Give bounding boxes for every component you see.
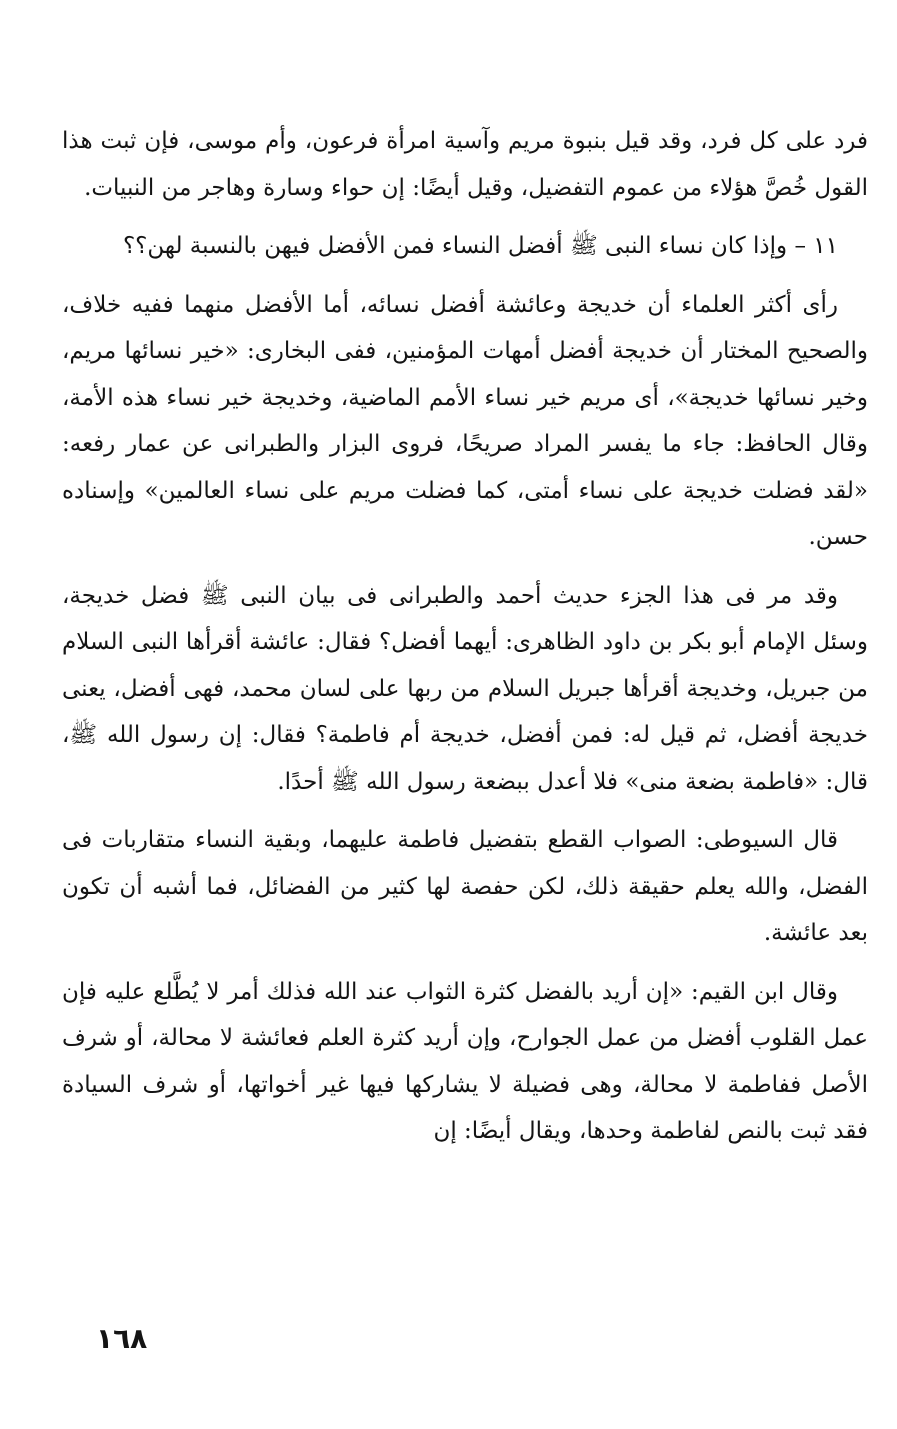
paragraph-6: وقال ابن القيم: «إن أريد بالفضل كثرة الثواب عند الله فذلك أمر لا يُطَّلع عليه فإن عمل القلوب أفضل من عمل الجوارح، وإن أريد كثرة العلم فعائشة لا محالة، أو شرف الأصل ففاطمة لا محالة، وهى فضيلة لا يشاركها فيها غير أخواتها، أو شرف السيادة فقد ثبت بالنص لفاطمة وحدها، ويقال أيضًا: إن [62,978,868,1144]
paragraph-1: فرد على كل فرد، وقد قيل بنبوة مريم وآسية امرأة فرعون، وأم موسى، فإن ثبت هذا القول خُصَّ هؤلاء من عموم التفضيل، وقيل أيضًا: إن حواء وسارة وهاجر من النبيات. [62,128,868,201]
paragraph-4: وقد مر فى هذا الجزء حديث أحمد والطبرانى فى بيان النبى ﷺ فضل خديجة، وسئل الإمام أبو بكر بن داود الظاهرى: أيهما أفضل؟ فقال: عائشة أقرأها النبى السلام من جبريل، وخديجة أقرأها جبريل السلام من ربها على لسان محمد، فهى أفضل، يعنى خديجة أفضل، ثم قيل له: فمن أفضل، خديجة أم فاطمة؟ فقال: إن رسول الله ﷺ، قال: «فاطمة بضعة منى» فلا أعدل ببضعة رسول الله ﷺ أحدًا. [62,582,868,795]
paragraph-3: رأى أكثر العلماء أن خديجة وعائشة أفضل نسائه، أما الأفضل منهما ففيه خلاف، والصحيح المختار أن خديجة أفضل أمهات المؤمنين، ففى البخارى: «خير نسائها مريم، وخير نسائها خديجة»، أى مريم خير نساء الأمم الماضية، وخديجة خير نساء هذه الأمة، وقال الحافظ: جاء ما يفسر المراد صريحًا، فروى البزار والطبرانى عن عمار رفعه: «لقد فضلت خديجة على نساء أمتى، كما فضلت مريم على نساء العالمين» وإسناده حسن. [62,291,868,550]
page-body [62,118,868,1155]
paragraph-2: ١١ – وإذا كان نساء النبى ﷺ أفضل النساء فمن الأفضل فيهن بالنسبة لهن؟؟ [122,233,838,259]
paragraph-5: قال السيوطى: الصواب القطع بتفضيل فاطمة عليهما، وبقية النساء متقاربات فى الفضل، والله يعلم حقيقة ذلك، لكن حفصة لها كثير من الفضائل، فما أشبه أن تكون بعد عائشة. [62,827,868,946]
page-number: ١٦٨ [96,1322,148,1355]
